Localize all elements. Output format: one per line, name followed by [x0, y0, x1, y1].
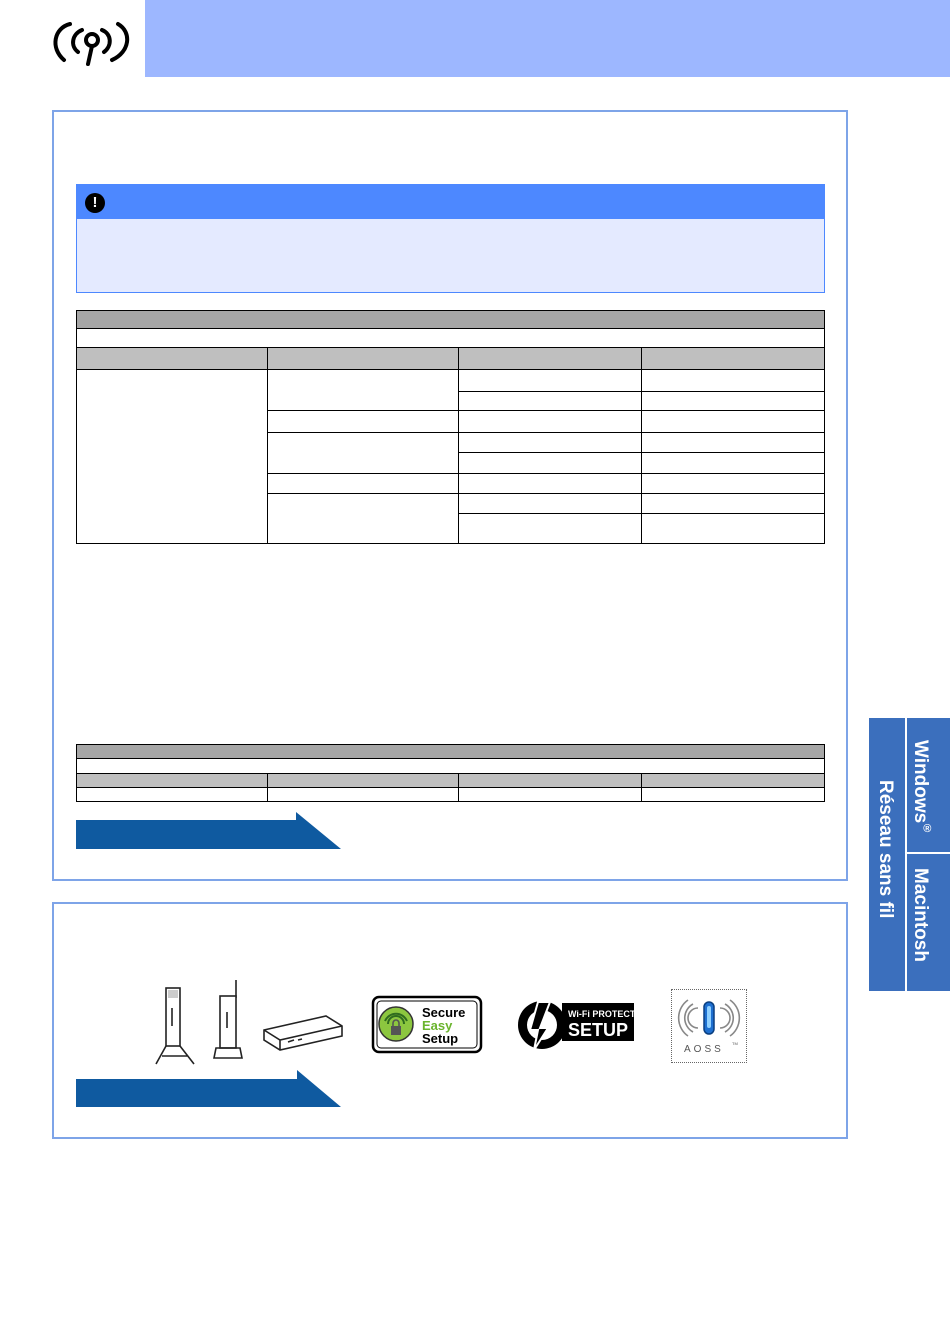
wireless-settings-table — [76, 310, 825, 544]
table-title-row — [77, 311, 825, 329]
registered-mark: ® — [921, 823, 934, 836]
side-tab-macintosh-label: Macintosh — [910, 868, 931, 962]
table-cell — [642, 474, 825, 494]
table-title-row — [77, 745, 825, 759]
table-cell — [459, 433, 642, 453]
table-cell — [268, 411, 459, 433]
settings-record-table — [76, 744, 825, 802]
go-to-step-arrow[interactable] — [76, 812, 342, 850]
column-header — [459, 348, 642, 370]
table-cell — [459, 370, 642, 392]
header-bar — [145, 0, 950, 77]
wifi-protected-setup-logo — [516, 996, 648, 1053]
table-cell — [642, 494, 825, 514]
secure-easy-setup-logo — [372, 996, 482, 1053]
important-notice-header — [77, 185, 824, 219]
exclamation-icon: ! — [85, 193, 105, 213]
aoss-logo — [671, 989, 747, 1063]
table-cell — [642, 411, 825, 433]
table-cell — [642, 453, 825, 474]
column-header — [459, 774, 642, 788]
table-cell — [642, 514, 825, 544]
windows-text: Windows — [910, 740, 931, 824]
side-tab-wireless-label: Réseau sans fil — [875, 780, 896, 919]
side-tab-windows-label — [909, 740, 933, 835]
table-cell — [459, 788, 642, 802]
column-header — [268, 348, 459, 370]
table-cell — [459, 453, 642, 474]
table-cell — [268, 474, 459, 494]
important-notice — [76, 184, 825, 293]
table-cell — [642, 433, 825, 453]
ses-logo-line1: Secure — [422, 1005, 466, 1020]
column-header — [642, 774, 825, 788]
wireless-network-icon — [48, 18, 134, 66]
ses-logo-line2: Easy — [422, 1018, 453, 1033]
column-header — [77, 348, 268, 370]
column-header — [268, 774, 459, 788]
aoss-logo-tm: TM — [732, 1041, 738, 1046]
table-subtitle-row — [77, 759, 825, 774]
table-cell — [642, 788, 825, 802]
table-cell — [459, 411, 642, 433]
table-cell — [459, 494, 642, 514]
column-header — [77, 774, 268, 788]
table-cell — [268, 370, 459, 411]
table-cell — [268, 494, 459, 544]
wps-logo-line2: SETUP — [568, 1020, 629, 1040]
table-cell — [459, 392, 642, 411]
column-header — [642, 348, 825, 370]
side-tab-divider — [907, 852, 950, 854]
table-cell — [642, 392, 825, 411]
aoss-logo-text: AOSS — [684, 1044, 724, 1055]
table-cell — [642, 370, 825, 392]
table-cell — [459, 474, 642, 494]
go-to-step-arrow[interactable] — [76, 1070, 342, 1108]
access-point-routers-image — [148, 978, 346, 1070]
table-subtitle-row — [77, 329, 825, 348]
ses-logo-line3: Setup — [422, 1031, 459, 1046]
table-cell — [268, 788, 459, 802]
table-cell — [77, 788, 268, 802]
wps-logo-line1: Wi-Fi PROTECTED — [568, 1009, 648, 1019]
table-cell — [77, 370, 268, 544]
table-cell — [459, 514, 642, 544]
table-cell — [268, 433, 459, 474]
side-tab-divider — [905, 718, 907, 991]
